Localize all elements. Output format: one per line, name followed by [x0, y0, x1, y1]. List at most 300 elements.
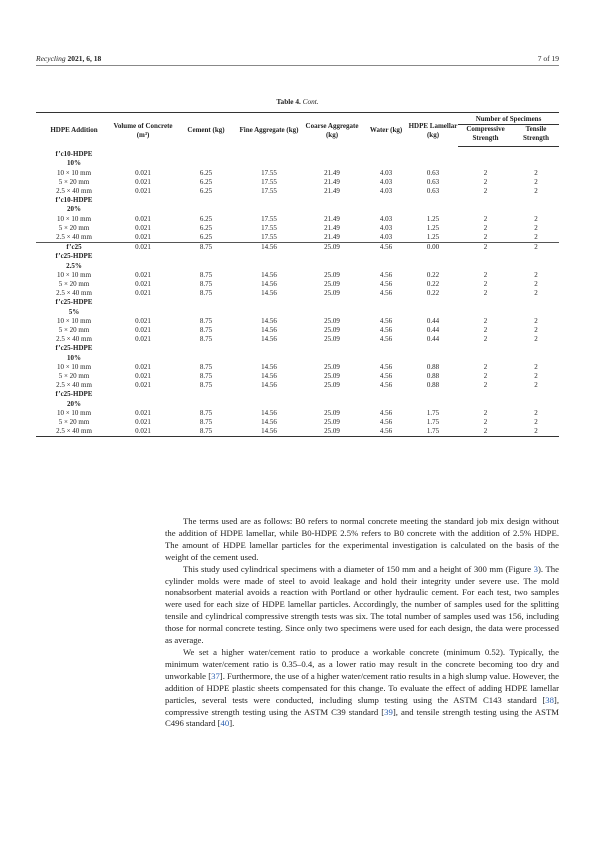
- table-cell: [300, 205, 364, 214]
- table-cell: [238, 400, 300, 409]
- table-cell: [174, 400, 238, 409]
- table-cell: 21.49: [324, 233, 340, 241]
- table-cell: 2: [483, 177, 488, 186]
- table-cell: [112, 147, 174, 160]
- table-cell: [300, 252, 364, 261]
- table-cell: 14.56: [238, 243, 300, 253]
- table-group-row: [36, 262, 559, 271]
- table-cell: 25.09: [324, 381, 340, 390]
- table-cell: [458, 147, 513, 160]
- paragraph-text: ].: [229, 718, 235, 729]
- table-cell: 2: [534, 289, 538, 298]
- table-cell: [513, 308, 559, 317]
- table-cell: [174, 159, 238, 168]
- table-cell: [238, 354, 300, 363]
- table-cell: [458, 390, 513, 399]
- table-cell: [300, 147, 364, 160]
- row-label: 5%: [68, 307, 80, 316]
- table-cell: 2: [483, 270, 488, 279]
- row-label: 2.5 × 40 mm: [56, 289, 92, 298]
- table-cell: [174, 252, 238, 261]
- table-cell: [458, 252, 513, 261]
- row-label: 10%: [67, 353, 81, 362]
- table-cell: [300, 159, 364, 168]
- table-group-row: [36, 400, 559, 409]
- table-cell: 4.56: [379, 372, 393, 381]
- table-cell: [238, 308, 300, 317]
- table-row: [36, 280, 559, 289]
- table-cell: [174, 196, 238, 205]
- table-cell: 1.25: [426, 233, 440, 241]
- table-cell: [458, 400, 513, 409]
- table-cell: 0.63: [426, 177, 440, 186]
- table-cell: 2: [483, 233, 488, 241]
- table-cell: 4.03: [379, 214, 393, 223]
- table-cell: [174, 308, 238, 317]
- table-cell: 8.75: [199, 326, 213, 335]
- table-cell: 17.55: [261, 177, 277, 186]
- table-cell: [364, 159, 408, 168]
- table-cell: [513, 205, 559, 214]
- table-cell: [112, 390, 174, 399]
- table-cell: 0.021: [135, 233, 151, 241]
- table-cell: [513, 159, 559, 168]
- row-label: 5 × 20 mm: [58, 280, 90, 289]
- row-label: 2.5 × 40 mm: [56, 335, 92, 344]
- table-cell: [300, 298, 364, 307]
- table-cell: 1.75: [408, 427, 458, 437]
- table-cell: 8.75: [199, 372, 213, 381]
- page-number: 7 of 19: [537, 54, 559, 63]
- table-cell: 2: [534, 233, 538, 241]
- table-cell: [112, 205, 174, 214]
- paragraph-text: ). The cylinder molds were made of steel to avoid leakage and hold their integrity under severe use. The mold nonabsorbent material avoids a reaction with Portland or other hydraulic cement. For each test, two samples were used for each size of HDPE lamellar particles. Accordingly, the number of samples used for the splitting tensile and cylindrical compressive strength tests was six. The total number of samples used was 156, including those for normal concrete testing. Since only two specimens were used for each design, the data were processed as average.: [165, 563, 559, 646]
- table-cell: 4.56: [379, 326, 393, 335]
- table-cell: 14.56: [261, 289, 277, 298]
- table-cell: 0.44: [426, 335, 440, 344]
- row-label: 5 × 20 mm: [58, 372, 90, 381]
- table-cell: [364, 308, 408, 317]
- table-cell: 0.88: [426, 372, 440, 381]
- table-cell: 21.49: [324, 214, 340, 223]
- table-cell: 21.49: [324, 168, 340, 177]
- table-cell: [300, 308, 364, 317]
- table-group-row: [36, 243, 559, 253]
- table-caption-label: Table 4.: [276, 97, 301, 106]
- table-cell: [513, 147, 559, 160]
- col-header-cement: Cement (kg): [174, 113, 238, 147]
- table-cell: 8.75: [199, 335, 213, 344]
- table-cell: 2: [483, 186, 488, 195]
- table-cell: [408, 262, 458, 271]
- citation-link[interactable]: 37: [211, 670, 220, 681]
- table-cell: [364, 298, 408, 307]
- table-cell: 4.56: [364, 427, 408, 437]
- table-cell: 0.021: [135, 381, 151, 390]
- body-paragraph: [165, 516, 559, 564]
- table-caption: [0, 97, 595, 106]
- table-group-row: [36, 159, 559, 168]
- table-cell: 2: [534, 270, 538, 279]
- table-group-row: [36, 298, 559, 307]
- table-cell: 4.56: [364, 243, 408, 253]
- table-cell: 17.55: [261, 186, 277, 195]
- table-cell: 14.56: [238, 427, 300, 437]
- running-header-journal: [36, 54, 101, 63]
- row-label: 10 × 10 mm: [56, 362, 92, 371]
- table-cell: [408, 196, 458, 205]
- table-cell: 25.09: [324, 270, 340, 279]
- table-row: [36, 409, 559, 418]
- table-group-row: [36, 252, 559, 261]
- table-cell: 4.56: [379, 289, 393, 298]
- table-cell: 0.021: [135, 362, 151, 371]
- table-cell: 2: [483, 223, 488, 232]
- table-cell: 25.09: [324, 408, 340, 417]
- table-cell: [300, 400, 364, 409]
- row-label: 5 × 20 mm: [58, 223, 90, 232]
- table-cell: [364, 196, 408, 205]
- table-cell: [513, 298, 559, 307]
- table-group-row: [36, 354, 559, 363]
- paragraph-text: The terms used are as follows: B0 refers to normal concrete meeting the standard job mix design without the addition of HDPE lamellar, while B0-HDPE 2.5% refers to B0 concrete with the addition of 2.5% HDPE. The amount of HDPE lamellar particles for the experimental investigation is calculated on the basis of the weight of the cement used.: [165, 516, 559, 562]
- paragraph-text: This study used cylindrical specimens with a diameter of 150 mm and a height of 300 mm (Figure: [183, 563, 534, 574]
- table-cell: 6.25: [199, 233, 213, 241]
- table-cell: 14.56: [261, 270, 277, 279]
- table-cell: 2: [534, 335, 538, 344]
- table-cell: 2: [534, 223, 538, 232]
- table-row: [36, 224, 559, 233]
- table-cell: 6.25: [199, 177, 213, 186]
- col-header-water: Water (kg): [364, 113, 408, 147]
- table-row: [36, 335, 559, 344]
- table-cell: [408, 400, 458, 409]
- table-group-row: [36, 205, 559, 214]
- table-cell: [364, 262, 408, 271]
- table-cell: [408, 390, 458, 399]
- table-cell: 21.49: [324, 186, 340, 195]
- table-cell: 2: [483, 335, 488, 344]
- table-cell: 0.021: [135, 408, 151, 417]
- table-cell: 4.03: [379, 186, 393, 195]
- col-header-volume: Volume of Concrete (m³): [112, 113, 174, 147]
- row-label: 5 × 20 mm: [58, 326, 90, 335]
- table-cell: 2: [534, 214, 538, 223]
- table-cell: 25.09: [300, 427, 364, 437]
- table-cell: 0.88: [426, 381, 440, 390]
- citation-link[interactable]: 38: [545, 694, 554, 705]
- table-group-row: [36, 390, 559, 399]
- table-cell: 4.03: [379, 233, 393, 241]
- table-cell: 0.021: [135, 335, 151, 344]
- table-cell: [513, 390, 559, 399]
- table-cell: 25.09: [324, 362, 340, 371]
- table-cell: [513, 344, 559, 353]
- table-row: [36, 187, 559, 196]
- table-cell: 2: [458, 243, 513, 253]
- table-cell: [458, 298, 513, 307]
- table-cell: 2: [513, 243, 559, 253]
- table-cell: 0.021: [135, 270, 151, 279]
- table-cell: 2: [483, 408, 488, 417]
- table-cell: 2: [483, 214, 488, 223]
- table-cell: 0.22: [426, 270, 440, 279]
- table-cell: [300, 354, 364, 363]
- table-cell: [364, 400, 408, 409]
- table-cell: [300, 344, 364, 353]
- table-cell: 4.56: [379, 280, 393, 289]
- table-cell: [408, 354, 458, 363]
- table-cell: 25.09: [324, 326, 340, 335]
- table-cell: 0.021: [135, 168, 151, 177]
- table-cell: 14.56: [261, 326, 277, 335]
- table-row: [36, 381, 559, 390]
- row-label: f’c25-HDPE: [55, 252, 93, 261]
- row-label: 20%: [67, 399, 81, 408]
- table-cell: [408, 159, 458, 168]
- table-cell: 2: [534, 372, 538, 381]
- table-row: [36, 427, 559, 437]
- table-cell: 0.021: [135, 280, 151, 289]
- table-cell: [408, 205, 458, 214]
- table-cell: [408, 298, 458, 307]
- table-cell: 8.75: [199, 362, 213, 371]
- table-cell: [364, 344, 408, 353]
- table-cell: [112, 252, 174, 261]
- table-cell: 2: [513, 427, 559, 437]
- table-cell: 6.25: [199, 168, 213, 177]
- table-cell: 17.55: [261, 223, 277, 232]
- table-cell: 2: [534, 362, 538, 371]
- table-cell: 25.09: [324, 335, 340, 344]
- row-label: 5 × 20 mm: [58, 177, 90, 186]
- body-text: [165, 516, 559, 730]
- table-cell: 0.021: [135, 177, 151, 186]
- table-cell: 17.55: [261, 233, 277, 241]
- citation-link[interactable]: 40: [220, 718, 230, 729]
- col-header-number-of-specimens: Number of Specimens: [458, 113, 559, 125]
- table-cell: 0.021: [135, 223, 151, 232]
- table-cell: 14.56: [261, 335, 277, 344]
- col-header-tensile-strength: Tensile Strength: [513, 125, 559, 147]
- col-header-coarse-aggregate: Coarse Aggregate (kg): [300, 113, 364, 147]
- table-cell: [238, 147, 300, 160]
- table-cell: 2: [458, 427, 513, 437]
- table-cell: [174, 344, 238, 353]
- table-cell: 2: [534, 408, 538, 417]
- table-cell: 2: [483, 280, 488, 289]
- table-cell: [112, 262, 174, 271]
- row-label: f’c25: [36, 243, 112, 253]
- table-cell: [408, 147, 458, 160]
- table-cell: 2: [483, 316, 488, 325]
- table-cell: 4.56: [379, 418, 393, 427]
- table-cell: 1.75: [426, 408, 440, 417]
- table-cell: 0.22: [426, 280, 440, 289]
- paragraph-text: ]. Furthermore, the use of a higher water/cement ratio results in a high slump value. However, the addition of HDPE plastic sheets compensated for this change. To evaluate the effect of adding HDPE lamellar particles, several tests were conducted, including slump testing using the ASTM C143 standard [: [165, 670, 560, 705]
- table-cell: 4.03: [379, 168, 393, 177]
- row-label: 2.5 × 40 mm: [36, 427, 112, 437]
- table-cell: [458, 205, 513, 214]
- table-cell: 25.09: [300, 243, 364, 253]
- table-cell: 0.22: [426, 289, 440, 298]
- table-cell: 17.55: [261, 214, 277, 223]
- table-cell: [238, 205, 300, 214]
- citation-link[interactable]: 3: [533, 563, 539, 574]
- table-cell: 2: [534, 186, 538, 195]
- table-cell: 8.75: [199, 270, 213, 279]
- mix-design-table: [36, 112, 559, 437]
- table-cell: [112, 308, 174, 317]
- table-cell: [408, 308, 458, 317]
- journal-name: Recycling: [36, 54, 66, 63]
- table-cell: [513, 252, 559, 261]
- body-paragraph: [165, 647, 559, 730]
- table-row: [36, 326, 559, 335]
- row-label: 10 × 10 mm: [56, 408, 92, 417]
- table-row: [36, 215, 559, 224]
- table-cell: [364, 147, 408, 160]
- table-cell: 8.75: [199, 381, 213, 390]
- journal-year-volume: 2021, 6, 18: [67, 54, 102, 63]
- table-cell: [238, 196, 300, 205]
- table-cell: 2: [483, 168, 488, 177]
- table-cell: [364, 354, 408, 363]
- table-cell: 14.56: [261, 418, 277, 427]
- table-cell: [174, 147, 238, 160]
- table-cell: 0.44: [426, 316, 440, 325]
- table-cell: 4.03: [379, 223, 393, 232]
- table-cell: 14.56: [261, 280, 277, 289]
- table-cell: 1.75: [426, 418, 440, 427]
- table-cell: 8.75: [199, 408, 213, 417]
- table-cell: 21.49: [324, 177, 340, 186]
- table-cell: [238, 390, 300, 399]
- row-label: 10 × 10 mm: [56, 168, 92, 177]
- table-cell: 14.56: [261, 372, 277, 381]
- table-cell: [174, 298, 238, 307]
- table-cell: 4.56: [379, 408, 393, 417]
- row-label: 2.5 × 40 mm: [56, 186, 92, 195]
- row-label: f’c10-HDPE: [55, 149, 93, 158]
- table-cell: 1.25: [426, 214, 440, 223]
- table-cell: 4.56: [379, 316, 393, 325]
- table-cell: 0.63: [426, 186, 440, 195]
- table-cell: 0.44: [426, 326, 440, 335]
- row-label: f’c25-HDPE: [55, 298, 93, 307]
- paragraph-text: ], compressive strength testing using the ASTM C39 standard [: [165, 694, 559, 717]
- table-cell: 25.09: [324, 316, 340, 325]
- table-group-row: [36, 308, 559, 317]
- table-cell: 25.09: [324, 280, 340, 289]
- table-cell: [238, 252, 300, 261]
- table-cell: 1.25: [426, 223, 440, 232]
- table-cell: 2: [534, 168, 538, 177]
- table-row: [36, 363, 559, 372]
- table-cell: 4.56: [379, 270, 393, 279]
- table-cell: 2: [534, 418, 538, 427]
- table-cell: 2: [534, 280, 538, 289]
- table-cell: 2: [483, 326, 488, 335]
- table-cell: [300, 262, 364, 271]
- table-cell: 0.021: [135, 186, 151, 195]
- table-cell: [513, 196, 559, 205]
- table-cell: 8.75: [174, 243, 238, 253]
- table-cell: [458, 196, 513, 205]
- citation-link[interactable]: 39: [384, 706, 393, 717]
- table-cell: 4.56: [379, 362, 393, 371]
- table-cell: [458, 354, 513, 363]
- table-cell: 0.021: [135, 214, 151, 223]
- table-cell: [458, 159, 513, 168]
- table-cell: [112, 298, 174, 307]
- table-cell: 6.25: [199, 223, 213, 232]
- table-cell: [364, 390, 408, 399]
- table-cell: 0.021: [135, 372, 151, 381]
- body-paragraph: [165, 564, 559, 647]
- table-cell: [112, 159, 174, 168]
- row-label: 10 × 10 mm: [56, 214, 92, 223]
- table-group-row: [36, 196, 559, 205]
- row-label: 10%: [67, 159, 81, 168]
- table-cell: 2: [483, 418, 488, 427]
- table-cell: 25.09: [324, 372, 340, 381]
- table-cell: [174, 390, 238, 399]
- table-cell: [408, 252, 458, 261]
- table-cell: 8.75: [199, 280, 213, 289]
- row-label: f’c25-HDPE: [55, 390, 93, 399]
- paragraph-text: We set a higher water/cement ratio to produce a workable concrete (minimum 0.52). Typically, the minimum water/cement ratio is 0.35–0.4, as a lower ratio may result in the concrete becoming too dry and unworkable [: [165, 646, 559, 681]
- row-label: f’c10-HDPE: [55, 196, 93, 205]
- table-row: [36, 233, 559, 243]
- table-cell: [112, 354, 174, 363]
- row-label: 2.5 × 40 mm: [56, 381, 92, 390]
- table-cell: 25.09: [324, 289, 340, 298]
- table-group-row: [36, 147, 559, 160]
- table-cell: [112, 344, 174, 353]
- table-row: [36, 418, 559, 427]
- table-cell: 21.49: [324, 223, 340, 232]
- table-cell: 2: [534, 177, 538, 186]
- table-row: [36, 178, 559, 187]
- table-cell: [458, 344, 513, 353]
- table-cell: [112, 400, 174, 409]
- table-cell: 14.56: [261, 408, 277, 417]
- col-header-hdpe-lamellar: HDPE Lamellar (kg): [408, 113, 458, 147]
- table-cell: [174, 262, 238, 271]
- table-cell: 8.75: [199, 418, 213, 427]
- table-row: [36, 372, 559, 381]
- table-cell: 0.021: [112, 243, 174, 253]
- table-cell: 0.021: [135, 316, 151, 325]
- table-row: [36, 271, 559, 280]
- table-cell: [238, 344, 300, 353]
- table-cell: 2: [534, 326, 538, 335]
- col-header-fine-aggregate: Fine Aggregate (kg): [238, 113, 300, 147]
- row-label: 2.5%: [66, 261, 82, 270]
- table-cell: 0.021: [135, 418, 151, 427]
- row-label: 20%: [67, 205, 81, 214]
- header-divider: [36, 65, 559, 66]
- table-cell: 2: [483, 362, 488, 371]
- table-cell: [458, 262, 513, 271]
- table-cell: 0.88: [426, 362, 440, 371]
- table-cell: [238, 159, 300, 168]
- table-cell: 14.56: [261, 381, 277, 390]
- row-label: 5 × 20 mm: [58, 418, 90, 427]
- table-row: [36, 317, 559, 326]
- row-label: 2.5 × 40 mm: [56, 233, 92, 241]
